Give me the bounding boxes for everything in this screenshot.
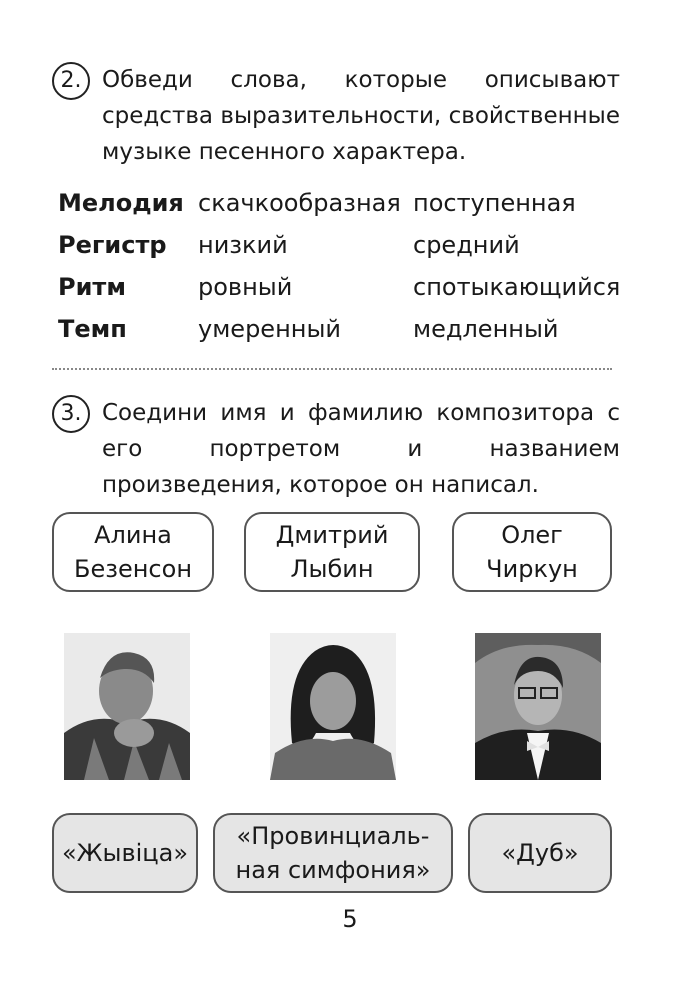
task-number: 2. — [52, 62, 90, 100]
portrait-photo[interactable] — [270, 633, 396, 780]
table-row — [58, 224, 620, 266]
task-text: Соедини имя и фамилию композитора с его портретом и названием произведения, которое он написал. — [102, 400, 620, 498]
task-number: 3. — [52, 395, 90, 433]
option-word[interactable]: поступенная — [413, 189, 576, 217]
option-word[interactable]: умеренный — [198, 315, 342, 343]
row-heading: Темп — [58, 315, 127, 343]
task-2 — [52, 62, 620, 170]
portrait-photo[interactable] — [64, 633, 190, 780]
dotted-divider — [52, 368, 612, 370]
composer-box-lybin[interactable] — [244, 512, 420, 592]
composer-name: Олег Чиркун — [486, 521, 578, 583]
work-box-zhyvitsa[interactable] — [52, 813, 198, 893]
portrait-man-icon — [64, 633, 190, 780]
table-row — [58, 182, 620, 224]
terms-table — [58, 182, 620, 350]
work-box-provincial-symphony[interactable] — [213, 813, 453, 893]
option-word[interactable]: низкий — [198, 231, 288, 259]
composer-name: Дмитрий Лыбин — [275, 521, 389, 583]
portrait-woman-icon — [270, 633, 396, 780]
row-heading: Регистр — [58, 231, 167, 259]
work-title: «Провинциаль- ная симфония» — [235, 822, 431, 884]
portrait-photo[interactable] — [475, 633, 601, 780]
composer-box-chirkun[interactable] — [452, 512, 612, 592]
composer-name: Алина Безенсон — [73, 521, 193, 583]
row-heading: Ритм — [58, 273, 126, 301]
option-word[interactable]: средний — [413, 231, 520, 259]
composer-box-bezenson[interactable] — [52, 512, 214, 592]
option-word[interactable]: спотыкающийся — [413, 273, 621, 301]
task-3 — [52, 395, 620, 503]
table-row — [58, 266, 620, 308]
option-word[interactable]: ровный — [198, 273, 293, 301]
portrait-man-glasses-icon — [475, 633, 601, 780]
option-word[interactable]: медленный — [413, 315, 559, 343]
row-heading: Мелодия — [58, 189, 184, 217]
table-row — [58, 308, 620, 350]
page-number: 5 — [342, 905, 358, 933]
work-title: «Дуб» — [501, 839, 579, 867]
option-word[interactable]: скачкообразная — [198, 189, 401, 217]
work-box-dub[interactable] — [468, 813, 612, 893]
task-text: Обведи слова, которые описывают средства выразительности, свойственные музыке песенного характера. — [102, 67, 620, 165]
work-title: «Жывіца» — [61, 839, 189, 867]
